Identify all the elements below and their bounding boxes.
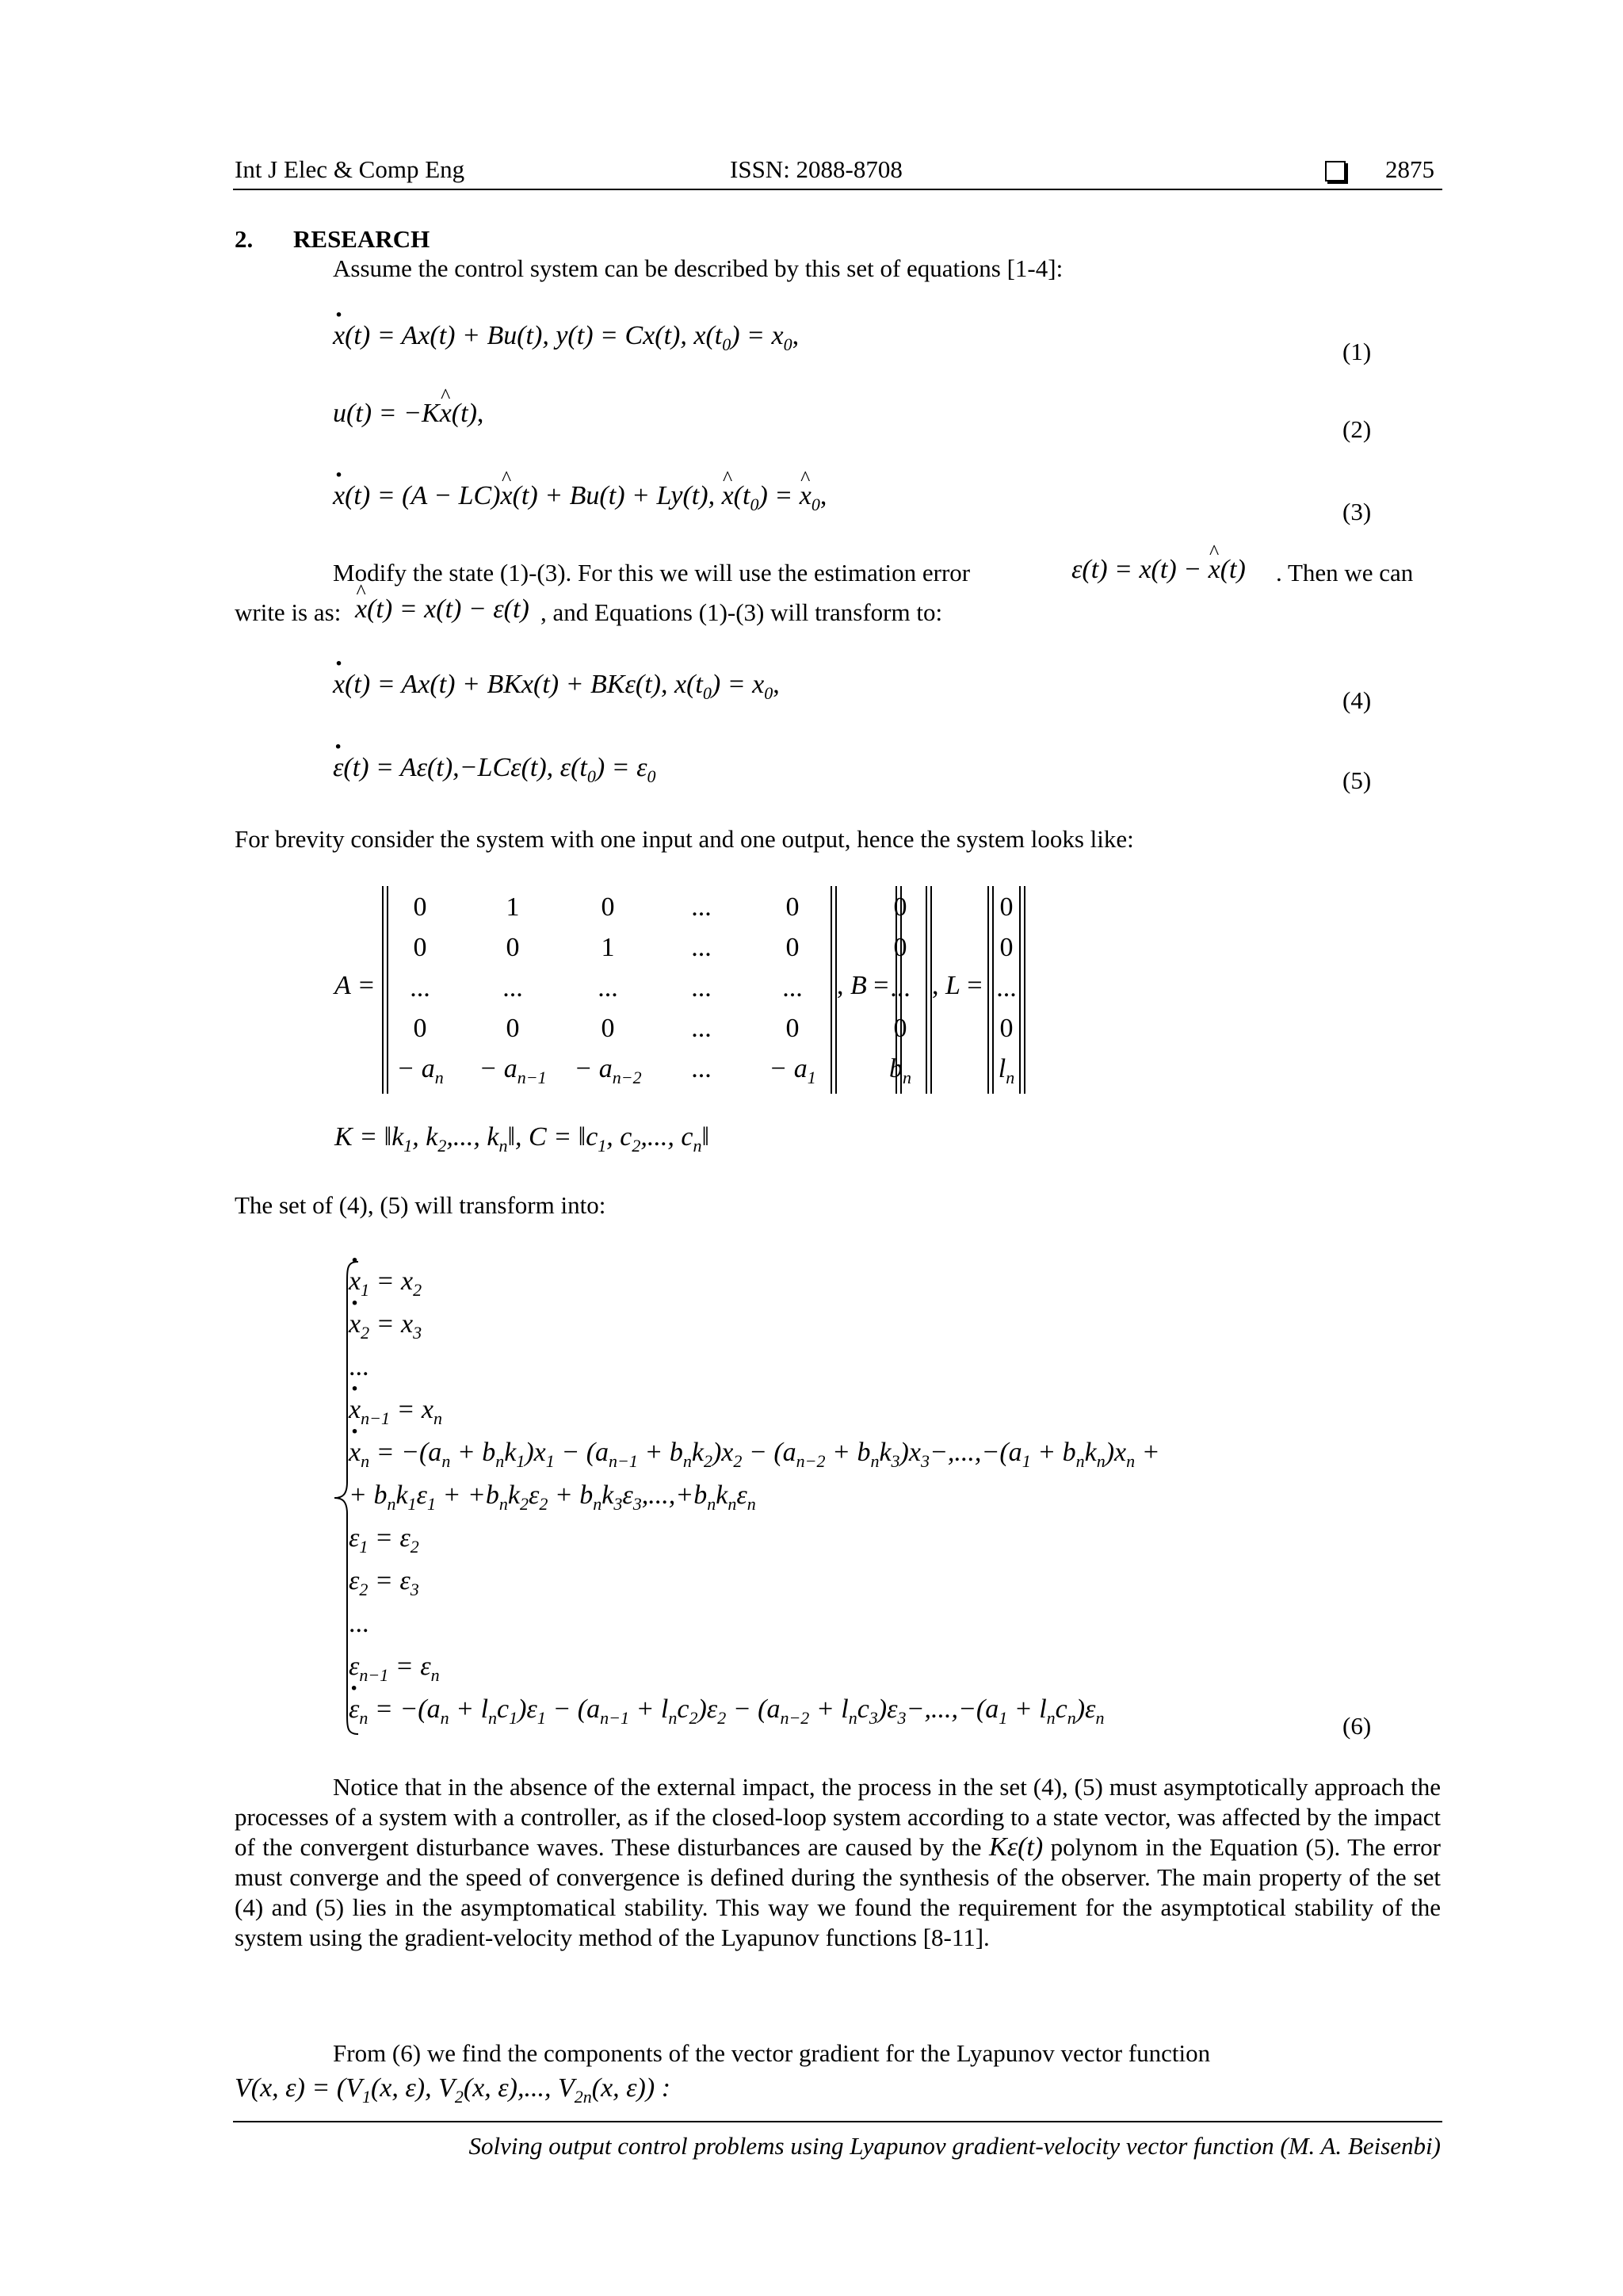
equation-number: (4) [1342,686,1372,714]
equation-number: (2) [1342,415,1372,443]
state-estimate-formula: ^ x(t) = x(t) − ε(t) [355,594,529,625]
equation-2: u(t) = −K^ x(t), [333,399,483,429]
equation-number: (5) [1342,766,1372,794]
equation-4: · x(t) = Ax(t) + BKx(t) + BKε(t), $x(t_0) = x_0$, [333,670,780,704]
paragraph-modify-line2-end: , and Equations (1)-(3) will transform to: [540,598,943,626]
section-title: RESEARCH [293,225,430,253]
paragraph-transform: The set of (4), (5) will transform into: [235,1191,606,1219]
issn: ISSN: 2088-8708 [730,155,903,183]
paragraph-intro: Assume the control system can be described by this set of equations [1-4]: [333,254,1064,282]
equation-number: (6) [1342,1712,1372,1740]
gain-vectors-K-C: $K = ‖k_1$, $k_2$,..., $k_n‖$, $C = ‖c_1$, $c_2$,..., $c_n‖$ [334,1122,710,1156]
paragraph-brevity: For brevity consider the system with one input and one output, hence the system looks like: [235,825,1134,853]
section-number: 2. [235,225,254,253]
paragraph-modify-line1-end: . Then we can [1276,559,1414,586]
equation-3: · x(t) = (A − LC)^ x(t) + Bu(t) + Ly(t), ^ $x(t_0)$ = ^ $x_0$, [333,481,827,515]
page-number: 2875 [1385,155,1434,183]
paragraph-modify-line2-start: write is as: [235,598,342,626]
system-matrices: A = 0 1 0 ... 0 0 0 1 ... 0 ... ... ... ... ... 0 0 0 ... 0 − $a_n$ − $a_{n-1}$ − $a_{n-2}$ ... − $a_1$ , B = 0 0 ... 0 $b_n$ , L = 0 0 ... 0 $l_n$ [0,0,1623,1110]
journal-name: Int J Elec & Comp Eng [235,155,465,183]
lyapunov-vector-function: V(x, $\varepsilon) = (V_1(x$, ε), $V_2(x$, ε),..., $V_{2n}(x$, ε)) : [235,2073,671,2107]
running-footer: Solving output control problems using Lyapunov gradient-velocity vector function (M. A. Beisenbi) [468,2132,1441,2160]
equation-number: (1) [1342,338,1372,365]
equation-5: · ε(t) = Aε(t),−LCε(t), $\varepsilon(t_0) = \varepsilon_0$ [333,753,656,787]
footer-rule [233,2121,1442,2122]
paragraph-notice: Notice that in the absence of the external impact, the process in the set (4), (5) must asymptotically approach the processes of a system with a controller, as if the closed-loop system according to a state vector, was affected by the impact of the convergent disturbance waves. These disturbances are caused by the Kε(t) polynom in the Equation (5). The error must converge and the speed of convergence is defined during the synthesis of the observer. The main property of the set (4) and (5) lies in the asymptomatical stability. This way we found the requirement for the asymptotical stability of the system using the gradient-velocity method of the Lyapunov functions [8-11]. [235,1773,1442,1951]
estimation-error-formula: ε(t) = x(t) − ^ x(t) [1071,555,1246,585]
equation-1: · x(t) = Ax(t) + Bu(t), y(t) = Cx(t), $x(t_0) = x_0$, [333,321,799,355]
paragraph-modify-line1: Modify the state (1)-(3). For this we will use the estimation error [333,559,971,586]
paragraph-gradient: From (6) we find the components of the vector gradient for the Lyapunov vector function [333,2039,1211,2067]
equation-number: (3) [1342,498,1372,525]
